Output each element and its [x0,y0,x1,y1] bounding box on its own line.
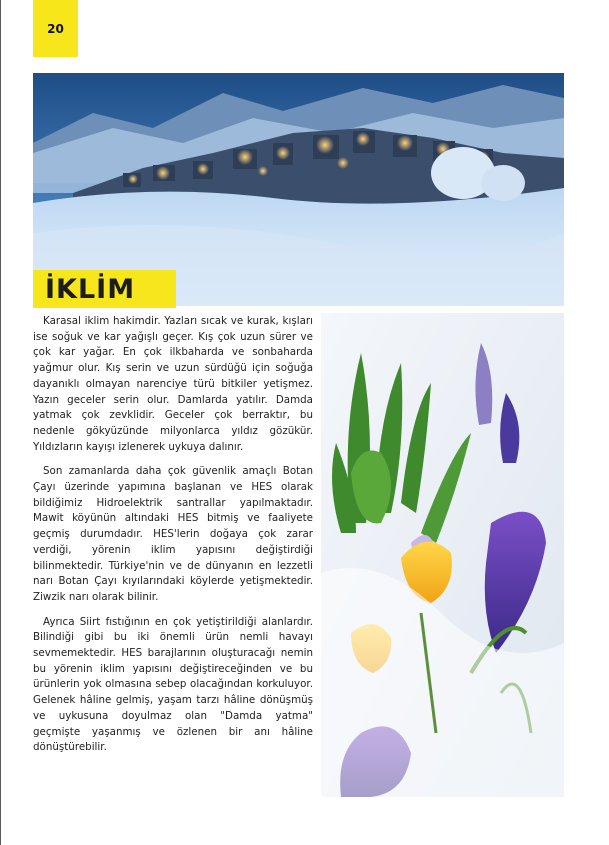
paragraph: Karasal iklim hakimdir. Yazları sıcak ve kurak, kışları ise soğuk ve kar yağışlı geçer. Kış çok uzun sürer ve çok kar yağar. En çok ilkbaharda ve sonbaharda yağmur olur. Kış serin ve uzun sürdüğü için soğuğa dayanıklı olmayan narenciye türü bitkiler yetişmez. Yazın geceler serin olur. Damlarda yatılır. Damda yatmak çok zevklidir. Geceler çok berraktır, bu nedenle gökyüzünde milyonlarca yıldız gözükür. Yıldızların kayışı izlenerek uykuya dalınır. [33,315,313,453]
page-number: 20 [47,21,64,36]
crocus-flowers-photo [321,313,564,797]
paragraph: Son zamanlarda daha çok güvenlik amaçlı Botan Çayı üzerinde yapımına başlanan ve HES olarak bildiğimiz Hidroelektrik santrallar yapılmaktadır. Mawit köyünün altındaki HES bitmiş ve faaliyete geçmiş durumdadır. HES'lerin doğaya çok zarar verdiği, yörenin iklim yapısını değiştirdiği bilinmektedir. Türkiye'nin ve de dünyanın en lezzetli narı Botan Çayı kıyılarındaki köylerde yetişmektedir. Ziwzik narı olarak bilinir. [33,465,313,603]
page-number-badge [33,0,78,57]
page-edge-rule [0,0,1,845]
body-text-column [33,314,313,765]
section-title: İKLİM [45,273,136,305]
paragraph: Ayrıca Siirt fıstığının en çok yetiştirildiği alanlardır. Bilindiği gibi bu iki önemli ürün nemli havayı sevmemektedir. HES barajlarının oluşturacağı nemin bu yörenin iklim yapısını değiştireceğinden ve bu ürünlerin yok olmasına sebep olacağından korkuluyor. Gelenek hâline gelmiş, yaşam tarzı hâline dönüşmüş ve uykusuna doyulmaz olan "Damda yatma" geçmişte yaşanmış ve özlenen bir anı hâline dönüştürebilir. [33,615,313,754]
section-title-box [33,270,176,308]
